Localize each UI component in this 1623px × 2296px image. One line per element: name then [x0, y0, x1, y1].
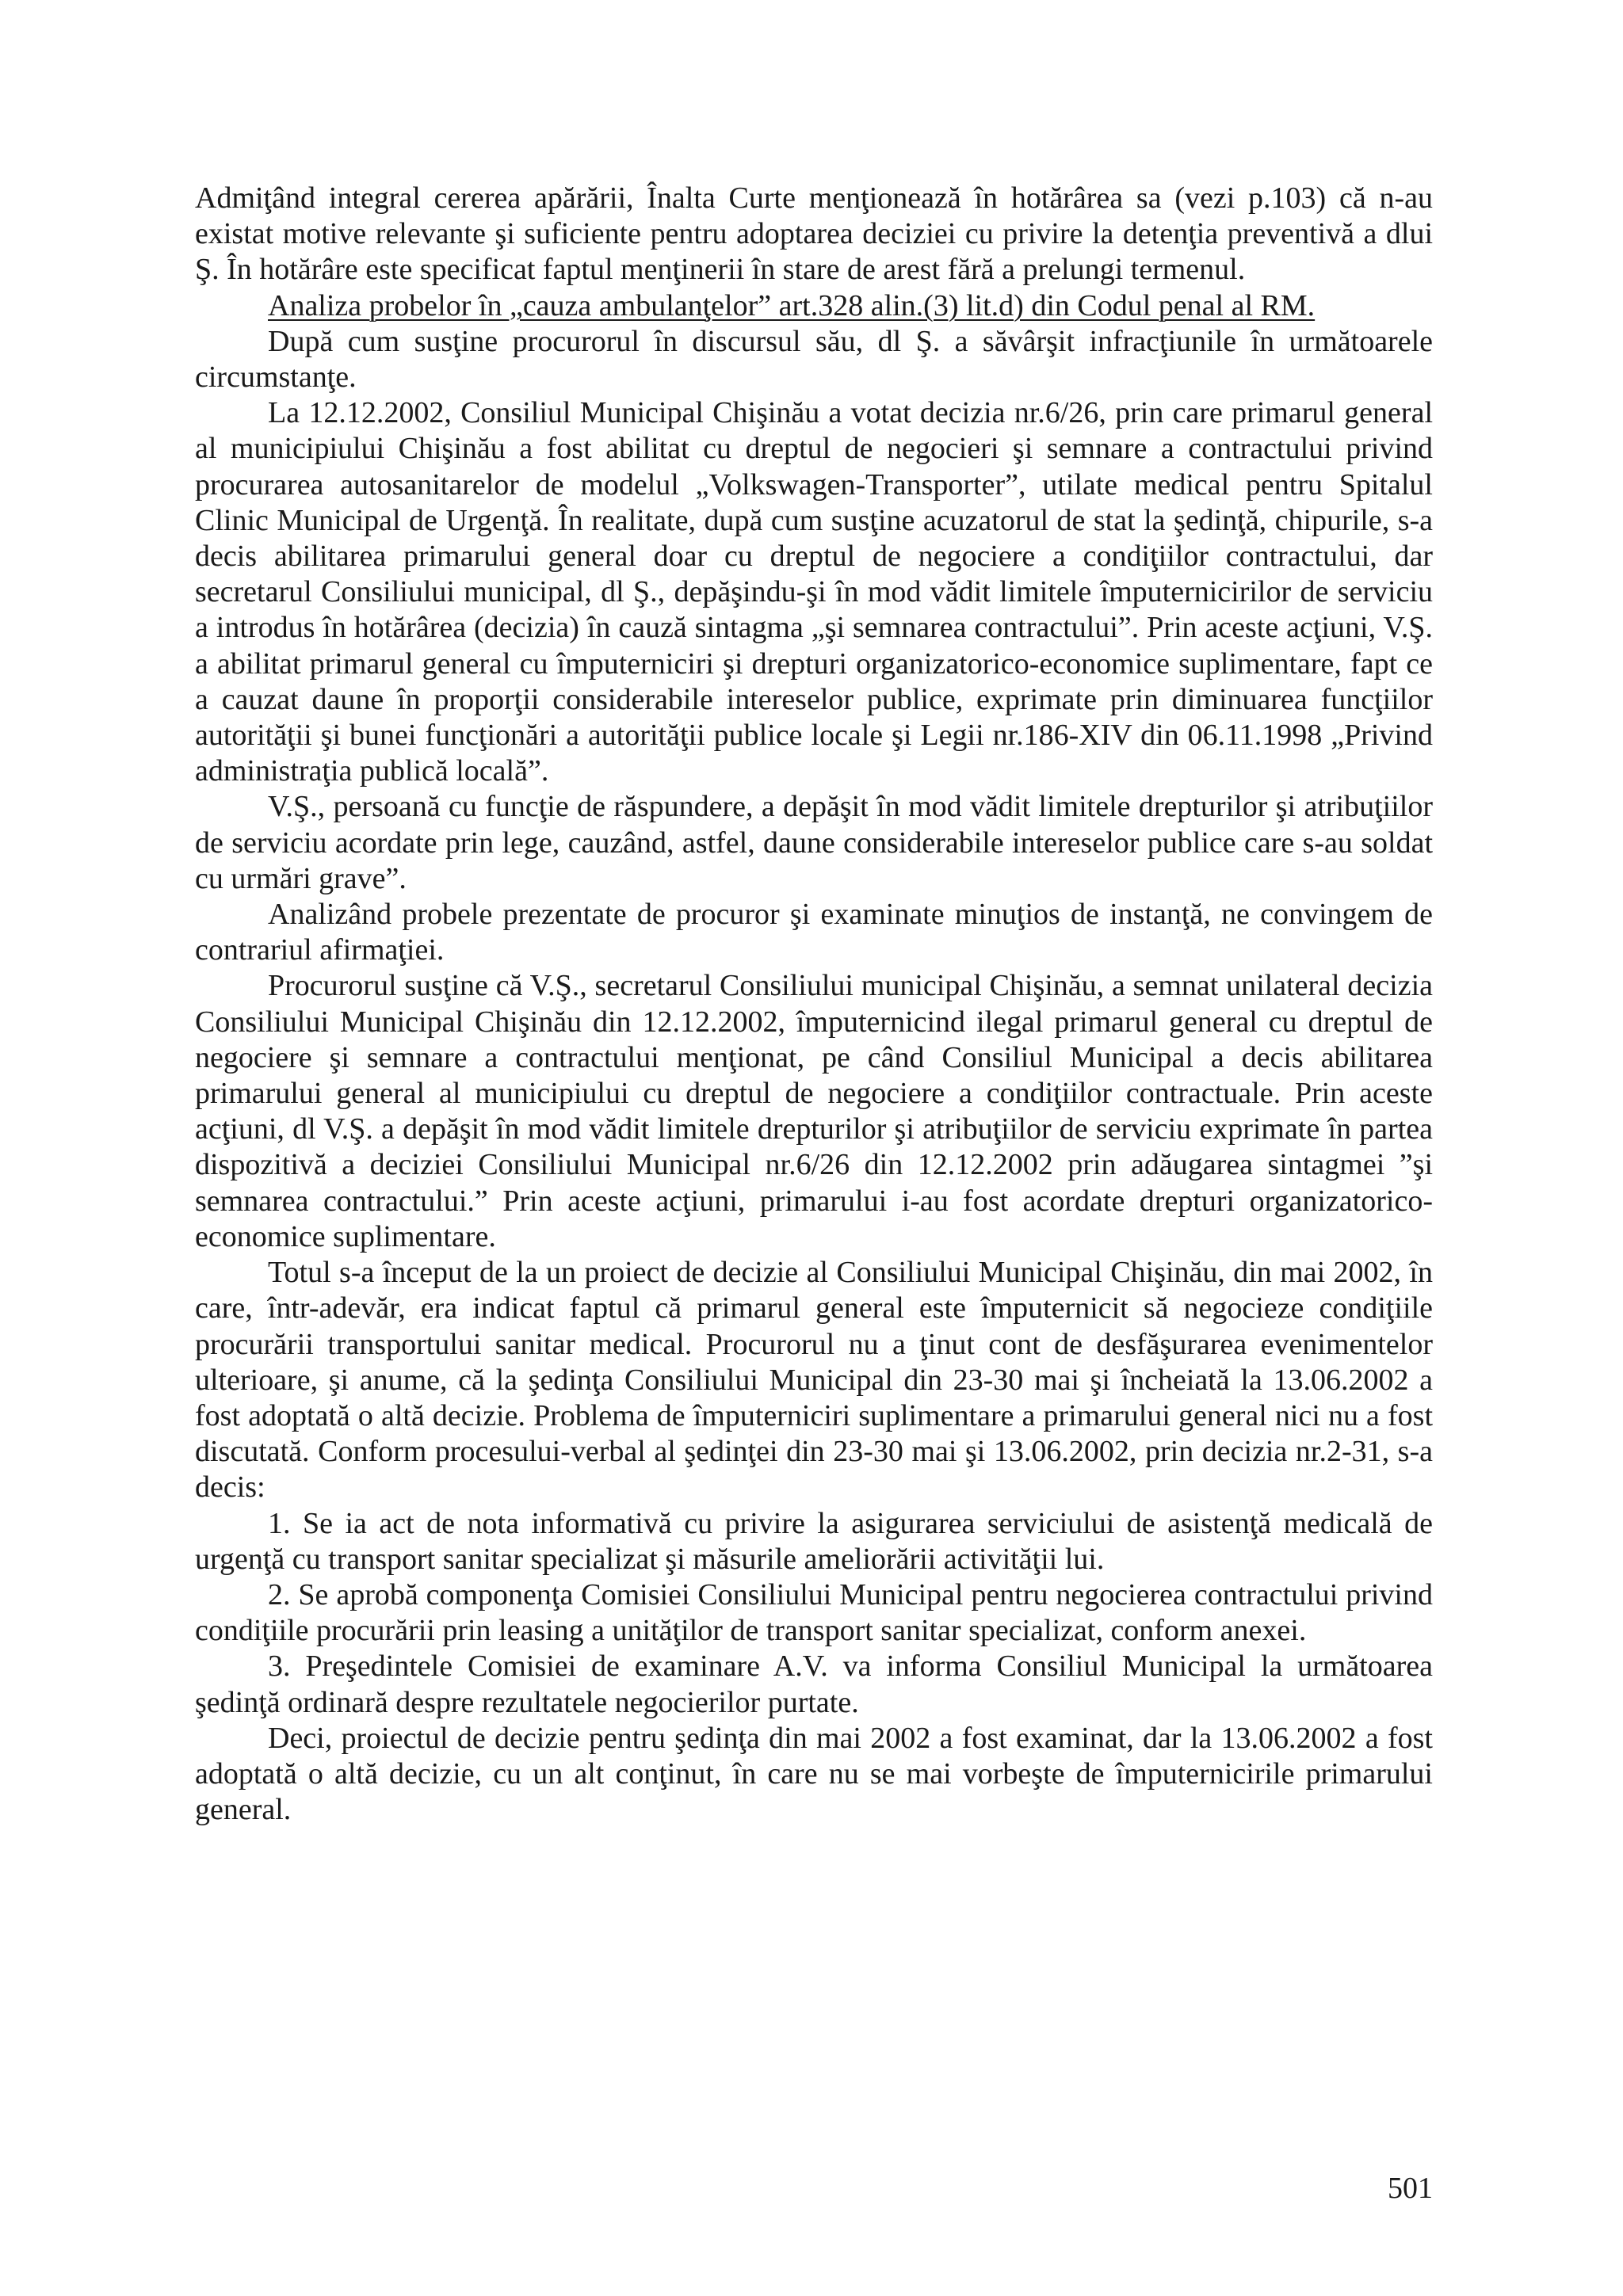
paragraph-official-charge: V.Ş., persoană cu funcţie de răspundere, a depăşit în mod vădit limitele drepturilor şi atribuţiilor de serviciu acordate prin lege, cauzând, astfel, daune considerabile intereselor publice care s-au soldat cu urmări grave”.	[195, 790, 1433, 895]
document-body	[195, 181, 1433, 1828]
paragraph-prosecutor-argument: Procurorul susţine că V.Ş., secretarul Consiliului municipal Chişinău, a semnat unilateral decizia Consiliului Municipal Chişinău din 12.12.2002, împuternicind ilegal primarul general cu dreptul de negociere şi semnare a contractului menţionat, pe când Consiliul Municipal a decis abilitarea primarului general al municipiului cu dreptul de negociere a condiţiilor contractuale. Prin aceste acţiuni, dl V.Ş. a depăşit în mod vădit limitele drepturilor şi atribuţiilor de serviciu exprimate în partea dispozitivă a deciziei Consiliului Municipal nr.6/26 din 12.12.2002 prin adăugarea sintagmei ”şi semnarea contractului.” Prin aceste acţiuni, primarului i-au fost acordate drepturi organizatorico-economice suplimentare.	[195, 969, 1433, 1253]
page-number: 501	[1388, 2172, 1433, 2205]
paragraph-decision-details: La 12.12.2002, Consiliul Municipal Chişinău a votat decizia nr.6/26, prin care primarul general al municipiului Chişinău a fost abilitat cu dreptul de negocieri şi semnare a contractului privind procurarea autosanitarelor de modelul „Volkswagen-Transporter”, utilate medical pentru Spitalul Clinic Municipal de Urgenţă. În realitate, după cum susţine acuzatorul de stat la şedinţă, chipurile, s-a decis abilitarea primarului general doar cu dreptul de negociere a condiţiilor contractului, dar secretarul Consiliului municipal, dl Ş., depăşindu-şi în mod vădit limitele împuternicirilor de serviciu a introdus în hotărârea (decizia) în cauză sintagma „şi semnarea contractului”. Prin aceste acţiuni, V.Ş. a abilitat primarul general cu împuterniciri şi drepturi organizatorico-economice suplimentare, fapt ce a cauzat daune în proporţii considerabile intereselor publice, exprimate prin diminuarea funcţiilor autorităţii şi bunei funcţionări a autorităţii publice locale şi Legii nr.186-XIV din 06.11.1998 „Privind administraţia publică locală”.	[195, 396, 1433, 788]
list-item-2: 2. Se aprobă componenţa Comisiei Consiliului Municipal pentru negocierea contractului privind condiţiile procurării prin leasing a unităţilor de transport sanitar specializat, conform anexei.	[195, 1577, 1433, 1648]
list-item-1: 1. Se ia act de nota informativă cu privire la asigurarea serviciului de asistenţă medicală de urgenţă cu transport sanitar specializat şi măsurile ameliorării activităţii lui.	[195, 1506, 1433, 1576]
paragraph-project-history: Totul s-a început de la un proiect de decizie al Consiliului Municipal Chişinău, din mai 2002, în care, într-adevăr, era indicat faptul că primarul general este împuternicit să negocieze condiţiile procurării transportului sanitar medical. Procurorul nu a ţinut cont de desfăşurarea evenimentelor ulterioare, şi anume, că la şedinţa Consiliului Municipal din 23-30 mai şi încheiată la 13.06.2002 a fost adoptată o altă decizie. Problema de împuterniciri suplimentare a primarului general nici nu a fost discutată. Conform procesului-verbal al şedinţei din 23-30 mai şi 13.06.2002, prin decizia nr.2-31, s-a decis:	[195, 1256, 1433, 1505]
section-heading: Analiza probelor în „cauza ambulanţelor” art.328 alin.(3) lit.d) din Codul penal al RM.	[268, 288, 1316, 322]
paragraph-conclusion: Deci, proiectul de decizie pentru şedinţa din mai 2002 a fost examinat, dar la 13.06.2002 a fost adoptată o altă decizie, cu un alt conţinut, în care nu se mai vorbeşte de împuternicirile primarului general.	[195, 1721, 1433, 1827]
paragraph-prosecutor-claim: După cum susţine procurorul în discursul său, dl Ş. a săvârşit infracţiunile în următoarele circumstanţe.	[195, 324, 1433, 395]
paragraph-intro: Admiţând integral cererea apărării, Înalta Curte menţionează în hotărârea sa (vezi p.103) că n-au existat motive relevante şi suficiente pentru adoptarea deciziei cu privire la detenţia preventivă a dlui Ş. În hotărâre este specificat faptul menţinerii în stare de arest fără a prelungi termenul.	[195, 181, 1433, 287]
list-item-3: 3. Preşedintele Comisiei de examinare A.V. va informa Consiliul Municipal la următoarea şedinţă ordinară despre rezultatele negocierilor purtate.	[195, 1650, 1433, 1719]
paragraph-analysis: Analizând probele prezentate de procuror şi examinate minuţios de instanţă, ne convingem de contrariul afirmaţiei.	[195, 898, 1433, 967]
